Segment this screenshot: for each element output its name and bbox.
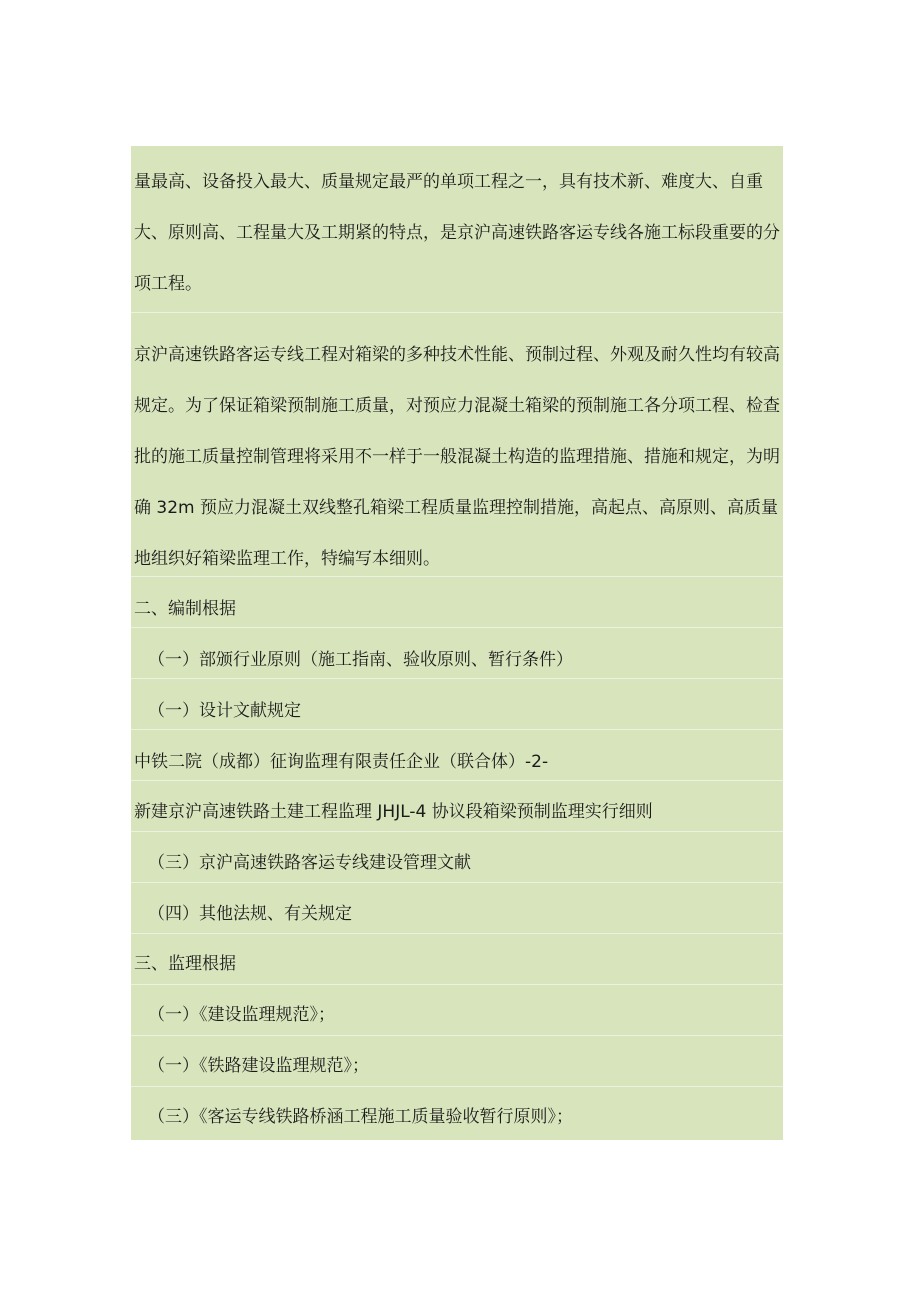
list-item: （一）设计文献规定 bbox=[148, 701, 301, 721]
list-item: （一）部颁行业原则（施工指南、验收原则、暂行条件） bbox=[148, 650, 573, 670]
paragraph-divider bbox=[131, 729, 783, 730]
paragraph-divider bbox=[131, 678, 783, 679]
page-footer-text: 中铁二院（成都）征询监理有限责任企业（联合体）-2- bbox=[134, 752, 549, 772]
section-heading-2: 二、编制根据 bbox=[134, 599, 236, 619]
text-line-1: 量最高、设备投入最大、质量规定最严的单项工程之一，具有技术新、难度大、自重 bbox=[134, 172, 763, 192]
paragraph-divider bbox=[131, 1086, 783, 1087]
text-line-8: 地组织好箱梁监理工作，特编写本细则。 bbox=[134, 549, 440, 569]
page-header-text: 新建京沪高速铁路土建工程监理 JHJL-4 协议段箱梁预制监理实行细则 bbox=[134, 802, 653, 822]
list-item: （三）京沪高速铁路客运专线建设管理文献 bbox=[148, 853, 471, 873]
list-item: （一）《铁路建设监理规范》； bbox=[148, 1056, 369, 1076]
text-line-7: 确 32m 预应力混凝土双线整孔箱梁工程质量监理控制措施，高起点、高原则、高质量 bbox=[134, 498, 778, 518]
text-line-2: 大、原则高、工程量大及工期紧的特点，是京沪高速铁路客运专线各施工标段重要的分 bbox=[134, 223, 780, 243]
list-item: （四）其他法规、有关规定 bbox=[148, 904, 352, 924]
paragraph-divider bbox=[131, 780, 783, 781]
text-line-6: 批的施工质量控制管理将采用不一样于一般混凝土构造的监理措施、措施和规定，为明 bbox=[134, 447, 780, 467]
list-item: （三）《客运专线铁路桥涵工程施工质量验收暂行原则》； bbox=[148, 1107, 573, 1127]
paragraph-divider bbox=[131, 984, 783, 985]
text-line-3: 项工程。 bbox=[134, 274, 202, 294]
text-line-4: 京沪高速铁路客运专线工程对箱梁的多种技术性能、预制过程、外观及耐久性均有较高 bbox=[134, 345, 780, 365]
paragraph-divider bbox=[131, 312, 783, 313]
paragraph-divider bbox=[131, 576, 783, 577]
list-item: （一）《建设监理规范》； bbox=[148, 1005, 335, 1025]
section-heading-3: 三、监理根据 bbox=[134, 954, 236, 974]
paragraph-divider bbox=[131, 933, 783, 934]
document-content bbox=[131, 146, 783, 1140]
paragraph-divider bbox=[131, 1035, 783, 1036]
paragraph-divider bbox=[131, 627, 783, 628]
paragraph-divider bbox=[131, 882, 783, 883]
text-line-5: 规定。为了保证箱梁预制施工质量，对预应力混凝土箱梁的预制施工各分项工程、检查 bbox=[134, 396, 780, 416]
paragraph-divider bbox=[131, 831, 783, 832]
